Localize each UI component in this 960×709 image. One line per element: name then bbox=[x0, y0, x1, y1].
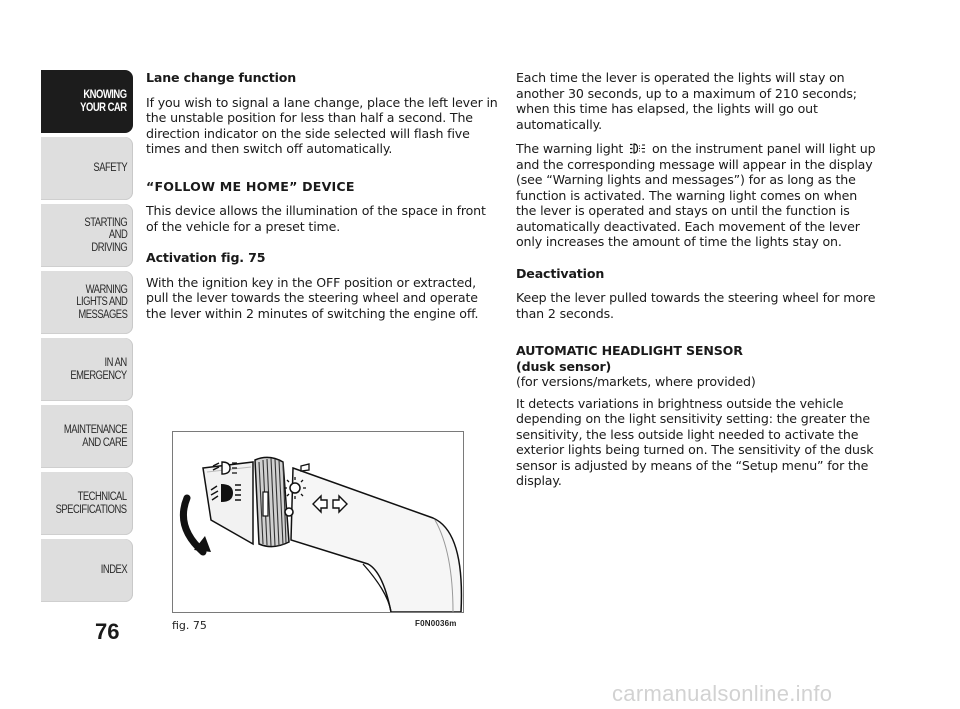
follow-me-heading: “FOLLOW ME HOME” DEVICE bbox=[146, 178, 355, 194]
activation-text: With the ignition key in the OFF position or extracted, pull the lever towards the steering wheel and operate the lever within 2 minutes of switching the engine off. bbox=[146, 274, 479, 321]
tab-label: WARNING LIGHTS AND MESSAGES bbox=[75, 283, 127, 321]
tab-safety[interactable] bbox=[41, 137, 133, 200]
tab-label: STARTING AND DRIVING bbox=[84, 216, 127, 254]
right-column bbox=[516, 70, 876, 498]
tab-label: SAFETY bbox=[93, 162, 127, 175]
activation-heading: Activation fig. 75 bbox=[146, 250, 266, 265]
lane-change-text: If you wish to signal a lane change, place the left lever in the unstable position for less than half a second. The direction indicator on the side selected will flash five times and then switch off automatically. bbox=[146, 94, 498, 156]
deactivation-text: Keep the lever pulled towards the steering wheel for more than 2 seconds. bbox=[516, 290, 876, 321]
watermark: carmanualsonline.info bbox=[612, 681, 833, 706]
tab-technical-specifications[interactable] bbox=[41, 472, 133, 535]
figure-75 bbox=[172, 431, 464, 613]
tab-label: KNOWING YOUR CAR bbox=[80, 89, 127, 114]
sensor-subheading: (dusk sensor) bbox=[516, 358, 612, 374]
sensor-text: It detects variations in brightness outside the vehicle depending on the light sensitivity setting: the greater the sensitivity, the less outside light needed to activate the exterior lights being turned on. The sensitivity of the dusk sensor is adjusted by means of the “Setup menu” for the display. bbox=[516, 395, 874, 488]
tab-knowing-your-car[interactable] bbox=[41, 70, 133, 133]
tab-label: IN AN EMERGENCY bbox=[70, 357, 127, 382]
deactivation-heading: Deactivation bbox=[516, 265, 605, 281]
lane-change-heading: Lane change function bbox=[146, 70, 297, 85]
tab-warning-lights[interactable] bbox=[41, 271, 133, 334]
tab-index[interactable] bbox=[41, 539, 133, 602]
tab-in-an-emergency[interactable] bbox=[41, 338, 133, 401]
tab-label: MAINTENANCE AND CARE bbox=[63, 424, 127, 449]
chapter-tabs bbox=[41, 70, 133, 606]
warning-text-after: on the instrument panel will light up and the corresponding message will appear in the display (see “Warning lights and messages”) for as long as the function is activated. The warning light comes on when the lever is operated and stays on until the function is automatically deactivated. Each movement of the lever only increases the amount of time the lights stay on. bbox=[516, 141, 876, 249]
left-column bbox=[146, 70, 498, 330]
sensor-note: (for versions/markets, where provided) bbox=[516, 374, 756, 389]
figure-code: F0N0036m bbox=[415, 619, 457, 628]
duration-text: Each time the lever is operated the lights will stay on another 30 seconds, up to a maximum of 210 seconds; when this time has elapsed, the lights will go out automatically. bbox=[516, 70, 857, 132]
lever-body bbox=[203, 462, 461, 612]
follow-me-home-icon bbox=[629, 143, 646, 154]
lever-illustration bbox=[173, 432, 463, 612]
tab-label: TECHNICAL SPECIFICATIONS bbox=[55, 491, 127, 516]
tab-label: INDEX bbox=[100, 564, 127, 577]
rotation-arrow-icon bbox=[183, 498, 211, 552]
rotary-ring[interactable] bbox=[255, 457, 289, 546]
page-number: 76 bbox=[95, 619, 120, 644]
tab-starting-and-driving[interactable] bbox=[41, 204, 133, 267]
sensor-heading: AUTOMATIC HEADLIGHT SENSOR bbox=[516, 343, 743, 358]
tab-maintenance[interactable] bbox=[41, 405, 133, 468]
warning-light-paragraph bbox=[516, 141, 876, 250]
warning-text-before: The warning light bbox=[516, 141, 624, 156]
figure-caption: fig. 75 bbox=[172, 619, 207, 632]
follow-me-text: This device allows the illumination of the space in front of the vehicle for a preset time. bbox=[146, 203, 486, 234]
